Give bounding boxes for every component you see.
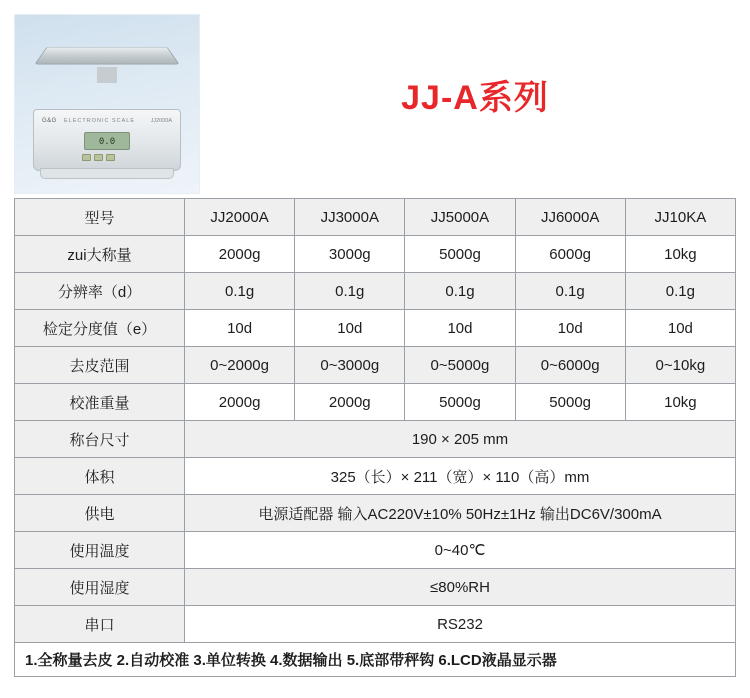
- scale-keypad: [82, 154, 115, 161]
- scale-illustration: [33, 109, 181, 171]
- row-value: 10kg: [625, 236, 735, 273]
- table-row: [15, 495, 736, 532]
- row-label: 使用湿度: [15, 569, 185, 606]
- header-model-5: JJ10KA: [625, 199, 735, 236]
- row-value: 0.1g: [625, 273, 735, 310]
- row-value: 0~6000g: [515, 347, 625, 384]
- scale-brand-label: G&G: [42, 118, 57, 124]
- table-row: [15, 310, 736, 347]
- row-value-merged: RS232: [185, 606, 736, 643]
- scale-key-3: [106, 154, 115, 161]
- row-value: 2000g: [185, 384, 295, 421]
- row-value: 2000g: [185, 236, 295, 273]
- table-header-row: [15, 199, 736, 236]
- row-value: 10d: [625, 310, 735, 347]
- product-banner: [0, 0, 750, 198]
- header-model-2: JJ3000A: [295, 199, 405, 236]
- banner-title-area: [200, 0, 750, 198]
- table-row: [15, 606, 736, 643]
- row-value-merged: 电源适配器 输入AC220V±10% 50Hz±1Hz 输出DC6V/300mA: [185, 495, 736, 532]
- row-label: 供电: [15, 495, 185, 532]
- row-value: 0.1g: [185, 273, 295, 310]
- row-value: 5000g: [515, 384, 625, 421]
- row-value: 0.1g: [405, 273, 515, 310]
- header-model-1: JJ2000A: [185, 199, 295, 236]
- row-label: 去皮范围: [15, 347, 185, 384]
- table-row: [15, 236, 736, 273]
- row-value-merged: 0~40℃: [185, 532, 736, 569]
- row-value: 0~2000g: [185, 347, 295, 384]
- row-value: 6000g: [515, 236, 625, 273]
- row-value: 5000g: [405, 384, 515, 421]
- table-row: [15, 384, 736, 421]
- row-value: 0~3000g: [295, 347, 405, 384]
- row-value: 0~5000g: [405, 347, 515, 384]
- table-row: [15, 569, 736, 606]
- page-title: JJ-A系列: [401, 78, 549, 117]
- feature-note: 1.全称量去皮 2.自动校准 3.单位转换 4.数据输出 5.底部带秤钩 6.LCD液晶显示器: [15, 643, 736, 677]
- row-value: 0~10kg: [625, 347, 735, 384]
- table-row: [15, 532, 736, 569]
- scale-key-2: [94, 154, 103, 161]
- row-label: 串口: [15, 606, 185, 643]
- table-row: [15, 421, 736, 458]
- row-value: 10d: [295, 310, 405, 347]
- scale-key-1: [82, 154, 91, 161]
- row-value: 10d: [405, 310, 515, 347]
- header-model-3: JJ5000A: [405, 199, 515, 236]
- scale-display: 0.0: [84, 132, 130, 150]
- row-value: 3000g: [295, 236, 405, 273]
- scale-post: [97, 67, 117, 83]
- row-value: 5000g: [405, 236, 515, 273]
- row-value-merged: 325（长）× 211（宽）× 110（高）mm: [185, 458, 736, 495]
- specification-table: [14, 198, 736, 677]
- scale-model-label: JJ2000A: [150, 118, 172, 124]
- table-footer-row: [15, 643, 736, 677]
- scale-panel-label: ELECTRONIC SCALE: [64, 118, 136, 124]
- row-value: 0.1g: [295, 273, 405, 310]
- product-photo: [14, 14, 200, 194]
- row-value: 10kg: [625, 384, 735, 421]
- row-label: 检定分度值（e）: [15, 310, 185, 347]
- table-row: [15, 273, 736, 310]
- row-label: 称台尺寸: [15, 421, 185, 458]
- row-value: 2000g: [295, 384, 405, 421]
- row-value: 10d: [185, 310, 295, 347]
- scale-pan: [34, 47, 179, 64]
- header-model-4: JJ6000A: [515, 199, 625, 236]
- row-label: zui大称量: [15, 236, 185, 273]
- row-value-merged: 190 × 205 mm: [185, 421, 736, 458]
- table-row: [15, 458, 736, 495]
- row-value: 10d: [515, 310, 625, 347]
- header-label-cell: 型号: [15, 199, 185, 236]
- table-body: [15, 199, 736, 677]
- row-value-merged: ≤80%RH: [185, 569, 736, 606]
- row-value: 0.1g: [515, 273, 625, 310]
- row-label: 分辨率（d）: [15, 273, 185, 310]
- row-label: 体积: [15, 458, 185, 495]
- table-row: [15, 347, 736, 384]
- row-label: 校准重量: [15, 384, 185, 421]
- row-label: 使用温度: [15, 532, 185, 569]
